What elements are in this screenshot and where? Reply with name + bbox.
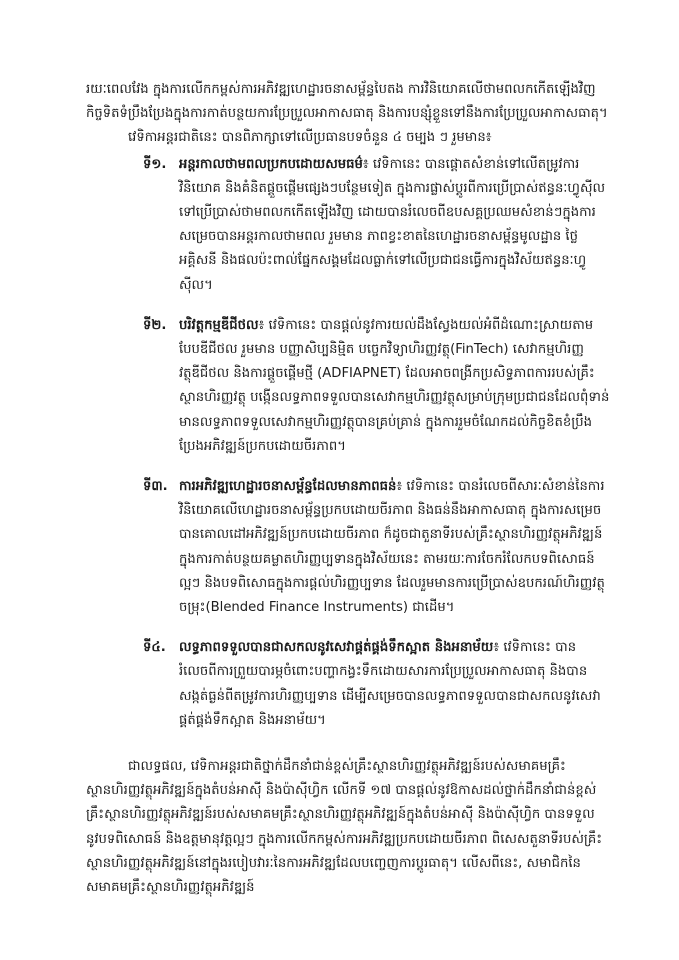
- topic-item: [143, 314, 611, 459]
- topic-text: [179, 314, 611, 459]
- topic-title: អន្តរកាលថាមពលប្រកបដោយសមធម៌: [179, 156, 363, 172]
- topic-list: [86, 153, 611, 733]
- topic-title: បរិវត្តកម្មឌីជីថល: [179, 317, 259, 333]
- topic-number: ទី៤.: [143, 640, 166, 656]
- closing-paragraph: ជាលទ្ធផល, វេទិកាអន្តរជាតិថ្នាក់ដឹកនាំជាន់ខ្ពស់គ្រឹះស្ថានហិរញ្ញវត្ថុអភិវឌ្ឍន៍របស់សមាគមគ្រឹះស្ថានហិរញ្ញវត្ថុអភិវឌ្ឍន៍ក្នុងតំបន់អាស៊ី និងប៉ាស៊ីហ្វិក លើកទី ១៧ បានផ្តល់នូវឱកាសដល់ថ្នាក់ដឹកនាំជាន់ខ្ពស់គ្រឹះស្ថានហិរញ្ញវត្ថុអភិវឌ្ឍន៍របស់សមាគមគ្រឹះស្ថានហិរញ្ញវត្ថុអភិវឌ្ឍន៍ក្នុងតំបន់អាស៊ី និងប៉ាស៊ីហ្វិក បានទទួលនូវបទពិសោធន៍ និងឧត្តមានុវត្តល្អៗ ក្នុងការលើកកម្ពស់ការអភិវឌ្ឍប្រកបដោយចីរភាព ពិសេសតួនាទីរបស់គ្រឹះស្ថានហិរញ្ញវត្ថុអភិវឌ្ឍន៍នៅក្នុងរបៀបវារៈនៃការអភិវឌ្ឍដែលបញ្ចេញការប្តូរធាតុ។ លើសពីនេះ, សមាជិកនៃសមាគមគ្រឹះស្ថានហិរញ្ញវត្ថុអភិវឌ្ឍន៍: [86, 759, 602, 896]
- topic-title: លទ្ធភាពទទួលបានជាសកលនូវសេវាផ្គត់ផ្គង់ទឹកស្អាត និងអនាម័យ: [179, 640, 494, 656]
- topic-text: [179, 153, 611, 298]
- topic-text: [179, 475, 611, 620]
- topic-text: [179, 636, 611, 733]
- topic-body: ៖ វេទិកានេះ បានរំលេចពីការព្រួយបារម្ភចំពោះបញ្ហាកង្វះទឹកដោយសារការប្រែប្រួលអាកាសធាតុ និងបានសង្កត់ធ្ងន់ពីតម្រូវការហិរញ្ញប្បទាន ដើម្បីសម្រេចបានលទ្ធភាពទទួលបានជាសកលនូវសេវាផ្គត់ផ្គង់ទឹកស្អាត និងអនាម័យ។: [179, 640, 601, 728]
- intro-paragraph: រយៈពេលវែង ក្នុងការលើកកម្ពស់ការអភិវឌ្ឍហេដ្ឋារចនាសម្ព័ន្ធបៃតង ការវិនិយោគលើថាមពលកកើតឡើងវិញ កិច្ចទិតទំប្រឹងប្រែងក្នុងការកាត់បន្ថយការប្រែប្រួលអាកាសធាតុ និងការបន្សុំខ្លួនទៅនឹងការប្រែប្រួលអាកាសធាតុ។: [86, 82, 608, 122]
- topic-number: ទី៣.: [143, 479, 168, 495]
- topic-item: [143, 475, 611, 620]
- topic-body: ៖ វេទិកានេះ បានផ្តល់នូវការយល់ដឹងស្វែងយល់អំពីដំណោះស្រាយតាមបែបឌីជីថល រួមមាន បញ្ញាសិប្បនិម្មិត បច្ចេកវិទ្យាហិរញ្ញវត្ថុ(FinTech) សេវាកម្មហិរញ្ញវត្ថុឌីជីថល និងការផ្តួចផ្តើមថ្មី (ADFIAPNET) ដែលអាចពង្រីកប្រសិទ្ធភាពការរបស់គ្រឹះស្ថានហិរញ្ញវត្ថុ បង្កើនលទ្ធភាពទទួលបានសេវាកម្មហិរញ្ញវត្ថុសម្រាប់ក្រុមប្រជាជនដែលពុំទាន់មានលទ្ធភាពទទួលសេវាកម្មហិរញ្ញវត្ថុបានគ្រប់គ្រាន់ ក្នុងការរួមចំណែកដល់កិច្ចខិតខំប្រឹងប្រែងអភិវឌ្ឍន៍ប្រកបដោយចីរភាព។: [179, 317, 610, 454]
- topic-body: ៖ វេទិកានេះ បានផ្តោតសំខាន់ទៅលើតម្រូវការវិនិយោគ និងគំនិតផ្តួចផ្តើមផ្សេងៗបន្ថែមទៀត ក្នុងការផ្លាស់ប្តូរពីការប្រើប្រាស់ឥន្ធនៈហ្វូស៊ីលទៅប្រើប្រាស់ថាមពលកកើតឡើងវិញ ដោយបានរំលេចពីឧបសគ្គប្រឈមសំខាន់ៗក្នុងការសម្រេចបានអន្តរកាលថាមពល រួមមាន ភាពខ្វះខាតនៃហេដ្ឋារចនាសម្ព័ន្ធមូលដ្ឋាន ថ្លៃអគ្គិសនី និងផលប៉ះពាល់ផ្នែកសង្គមដែលធ្លាក់ទៅលើប្រជាជនធ្វើការក្នុងវិស័យឥន្ធនៈហ្វូស៊ីល។: [179, 156, 606, 293]
- topic-number: ទី១.: [143, 156, 167, 172]
- lead-paragraph: វេទិកាអន្តរជាតិនេះ បានពិភាក្សាទៅលើប្រធានបទចំនួន ៤ ចម្បង ៗ រួមមាន៖: [128, 130, 492, 146]
- topic-body: ៖ វេទិកានេះ បានរំលេចពីសារៈសំខាន់នៃការវិនិយោគលើហេដ្ឋារចនាសម្ព័ន្ធប្រកបដោយចីរភាព និងធន់នឹងអាកាសធាតុ ក្នុងការសម្រេចបានគោលដៅអភិវឌ្ឍន៍ប្រកបដោយចីរភាព ក៏ដូចជាតួនាទីរបស់គ្រឹះស្ថានហិរញ្ញវត្ថុអភិវឌ្ឍន៍ក្នុងការកាត់បន្ថយគម្លាតហិរញ្ញប្បទានក្នុងវិស័យនេះ តាមរយៈការចែករំលែកបទពិសោធន៍ល្អៗ និងបទពិសោធក្នុងការផ្តល់ហិរញ្ញប្បទាន ដែលរួមមានការប្រើប្រាស់ឧបករណ៍ហិរញ្ញវត្ថុចម្រុះ(Blended Finance Instruments) ជាដើម។: [179, 479, 605, 616]
- topic-item: [143, 636, 611, 733]
- topic-number: ទី២.: [143, 317, 167, 333]
- topic-title: ការអភិវឌ្ឍហេដ្ឋារចនាសម្ព័ន្ធដែលមានភាពធន់: [179, 479, 397, 495]
- topic-item: [143, 153, 611, 298]
